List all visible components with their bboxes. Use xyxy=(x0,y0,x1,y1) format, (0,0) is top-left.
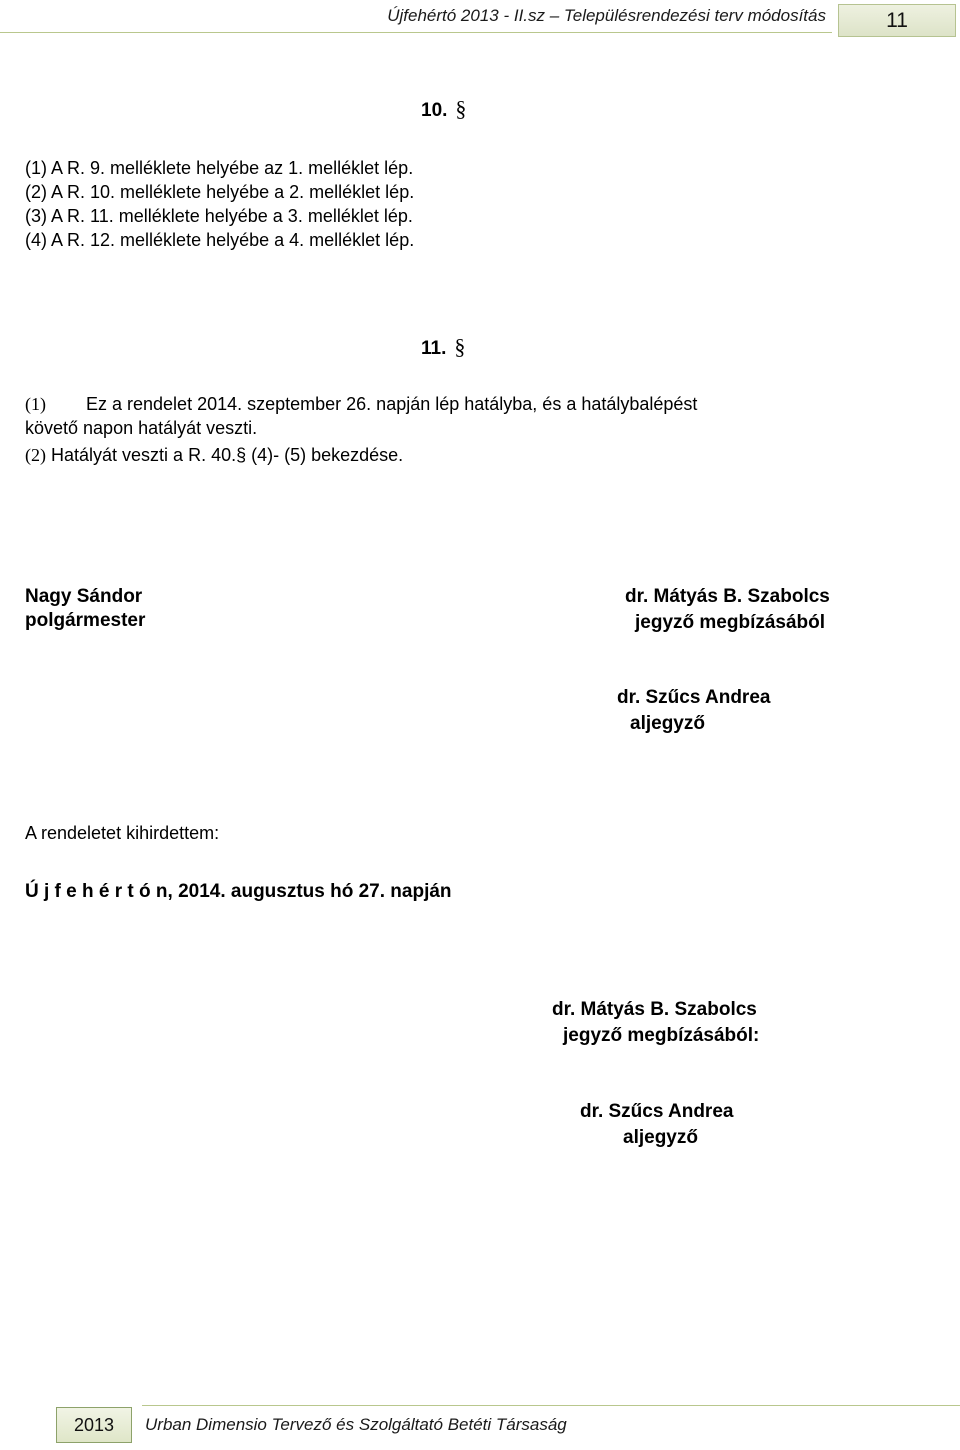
mayor-title: polgármester xyxy=(25,610,146,631)
footer-divider xyxy=(142,1405,960,1406)
section-sign: § xyxy=(455,96,467,121)
promulgation-label: A rendeletet kihirdettem: xyxy=(25,823,220,843)
section-11-number: 11. xyxy=(421,338,447,359)
promulgation-notary-title: jegyző megbízásából: xyxy=(563,1025,760,1046)
paragraph-number: (1) xyxy=(25,394,46,414)
section-10-item: (4) A R. 12. melléklete helyébe a 4. melléklet lép. xyxy=(25,230,415,250)
deputy-name: dr. Szűcs Andrea xyxy=(617,687,771,708)
section-11-paragraph-2 xyxy=(25,443,403,467)
promulgation-deputy-title: aljegyző xyxy=(623,1127,698,1148)
paragraph-number: (2) xyxy=(25,445,46,465)
section-10-item: (2) A R. 10. melléklete helyébe a 2. melléklet lép. xyxy=(25,182,415,202)
footer-year: 2013 xyxy=(73,1414,115,1435)
page-number-badge xyxy=(838,4,956,37)
document-header-title: Újfehértó 2013 - II.sz – Településrendezési terv módosítás xyxy=(387,6,826,25)
footer-year-badge xyxy=(56,1407,132,1443)
paragraph-text: Ez a rendelet 2014. szeptember 26. napján lép hatályba, és a hatálybalépést xyxy=(86,394,698,414)
section-10-item: (3) A R. 11. melléklete helyébe a 3. melléklet lép. xyxy=(25,206,413,226)
section-11-heading xyxy=(421,334,465,360)
header-divider xyxy=(0,32,832,33)
promulgation-notary-name: dr. Mátyás B. Szabolcs xyxy=(552,999,757,1020)
deputy-title: aljegyző xyxy=(630,713,705,734)
footer-company: Urban Dimensio Tervező és Szolgáltató Betéti Társaság xyxy=(145,1415,567,1434)
paragraph-text: Hatályát veszti a R. 40.§ (4)- (5) bekezdése. xyxy=(51,445,404,465)
notary-name: dr. Mátyás B. Szabolcs xyxy=(625,586,830,607)
promulgation-place-date: Ú j f e h é r t ó n, 2014. augusztus hó 27. napján xyxy=(25,881,452,902)
mayor-name: Nagy Sándor xyxy=(25,586,143,607)
section-11-paragraph-1-continuation: követő napon hatályát veszti. xyxy=(25,418,258,438)
section-10-item: (1) A R. 9. melléklete helyébe az 1. melléklet lép. xyxy=(25,158,414,178)
page-number: 11 xyxy=(886,8,908,32)
promulgation-deputy-name: dr. Szűcs Andrea xyxy=(580,1101,734,1122)
section-10-heading xyxy=(421,96,466,122)
notary-title: jegyző megbízásából xyxy=(635,612,826,633)
section-sign: § xyxy=(454,334,466,359)
section-10-number: 10. xyxy=(421,100,448,121)
section-11-paragraph-1 xyxy=(25,392,697,416)
